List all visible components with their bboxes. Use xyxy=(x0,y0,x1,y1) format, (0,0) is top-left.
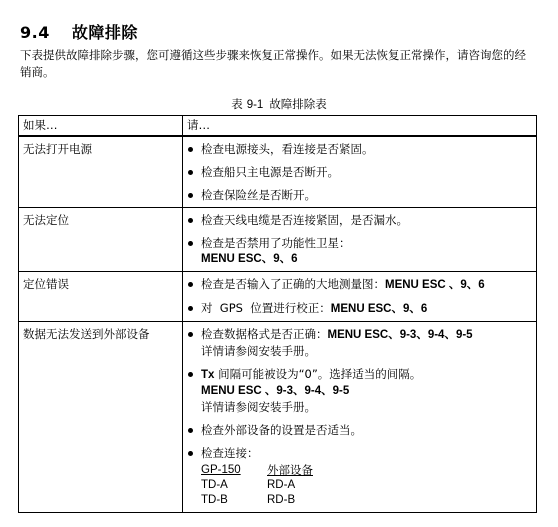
action-text: 检查连接： xyxy=(201,446,259,460)
action-item xyxy=(187,300,532,317)
action-text: 检查船只主电源是否断开。 xyxy=(201,165,339,179)
port-right: RD-A xyxy=(267,479,296,491)
header-please: 请… xyxy=(183,116,537,137)
section-number: 9.4 xyxy=(20,23,50,42)
action-text: 检查数据格式是否正确： xyxy=(201,327,328,341)
condition-cell: 无法定位 xyxy=(19,208,183,272)
condition-cell: 数据无法发送到外部设备 xyxy=(19,322,183,513)
condition-cell: 无法打开电源 xyxy=(19,136,183,208)
action-note: 详情请参阅安装手册。 xyxy=(201,400,316,414)
condition-cell: 定位错误 xyxy=(19,272,183,322)
action-text: 检查天线电缆是否连接紧固，是否漏水。 xyxy=(201,213,408,227)
action-text: 检查是否禁用了功能性卫星： xyxy=(201,236,351,250)
bullet-icon xyxy=(188,332,193,337)
table-header-row xyxy=(19,116,537,137)
action-text: 间隔可能被设为“0”。选择适当的间隔。 xyxy=(214,367,422,381)
actions-cell xyxy=(183,136,537,208)
connection-row xyxy=(201,493,532,508)
bullet-icon xyxy=(188,451,193,456)
action-text: 检查电源接头，看连接是否紧固。 xyxy=(201,142,374,156)
caption-prefix: 表 xyxy=(231,97,243,111)
header-if: 如果… xyxy=(19,116,183,137)
bullet-icon xyxy=(188,428,193,433)
action-item xyxy=(187,422,532,438)
bullet-icon xyxy=(188,282,193,287)
bullet-icon xyxy=(188,170,193,175)
actions-cell xyxy=(183,208,537,272)
table-row xyxy=(19,322,537,513)
menu-path: MENU ESC 、9、6 xyxy=(385,279,485,291)
port-left: TD-B xyxy=(201,494,228,506)
section-title: 故障排除 xyxy=(71,23,138,42)
device-header: GP-150 xyxy=(201,464,241,476)
actions-cell xyxy=(183,272,537,322)
action-text: 检查外部设备的设置是否适当。 xyxy=(201,423,362,437)
bullet-icon xyxy=(188,193,193,198)
port-right: RD-B xyxy=(267,494,296,506)
external-device-header: 外部设备 xyxy=(267,463,313,477)
action-item xyxy=(187,141,532,157)
action-note: 详情请参阅安装手册。 xyxy=(201,344,316,358)
action-item xyxy=(187,212,532,228)
connection-row xyxy=(201,478,532,493)
bullet-icon xyxy=(188,306,193,311)
bullet-icon xyxy=(188,372,193,377)
troubleshooting-table xyxy=(18,115,537,513)
menu-path: MENU ESC、9-3、9-4、9-5 xyxy=(327,329,473,341)
port-left: TD-A xyxy=(201,479,228,491)
table-row xyxy=(19,208,537,272)
menu-path: MENU ESC 、9-3、9-4、9-5 xyxy=(201,385,350,397)
action-text: 对 GPS 位置进行校正： xyxy=(201,301,331,315)
menu-path: MENU ESC、9、6 xyxy=(201,253,298,265)
action-item xyxy=(187,445,532,508)
table-caption xyxy=(0,96,558,112)
table-row xyxy=(19,136,537,208)
action-item xyxy=(187,164,532,180)
bullet-icon xyxy=(188,218,193,223)
bullet-icon xyxy=(188,147,193,152)
action-item xyxy=(187,326,532,359)
action-item xyxy=(187,187,532,203)
menu-path: MENU ESC、9、6 xyxy=(330,303,428,315)
caption-title: 故障排除表 xyxy=(269,97,327,111)
table-row xyxy=(19,272,537,322)
action-item xyxy=(187,366,532,415)
section-heading xyxy=(20,20,138,43)
action-item xyxy=(187,235,532,267)
connection-header xyxy=(201,463,532,478)
action-text: 检查保险丝是否断开。 xyxy=(201,188,316,202)
tx-label: Tx xyxy=(201,369,215,381)
intro-paragraph: 下表提供故障排除步骤，您可遵循这些步骤来恢复正常操作。如果无法恢复正常操作，请咨询您的经销商。 xyxy=(20,48,526,79)
action-text: 检查是否输入了正确的大地测量图： xyxy=(201,277,385,291)
actions-cell xyxy=(183,322,537,513)
caption-number: 9-1 xyxy=(246,99,264,111)
connection-table xyxy=(201,463,532,508)
bullet-icon xyxy=(188,241,193,246)
action-item xyxy=(187,276,532,293)
